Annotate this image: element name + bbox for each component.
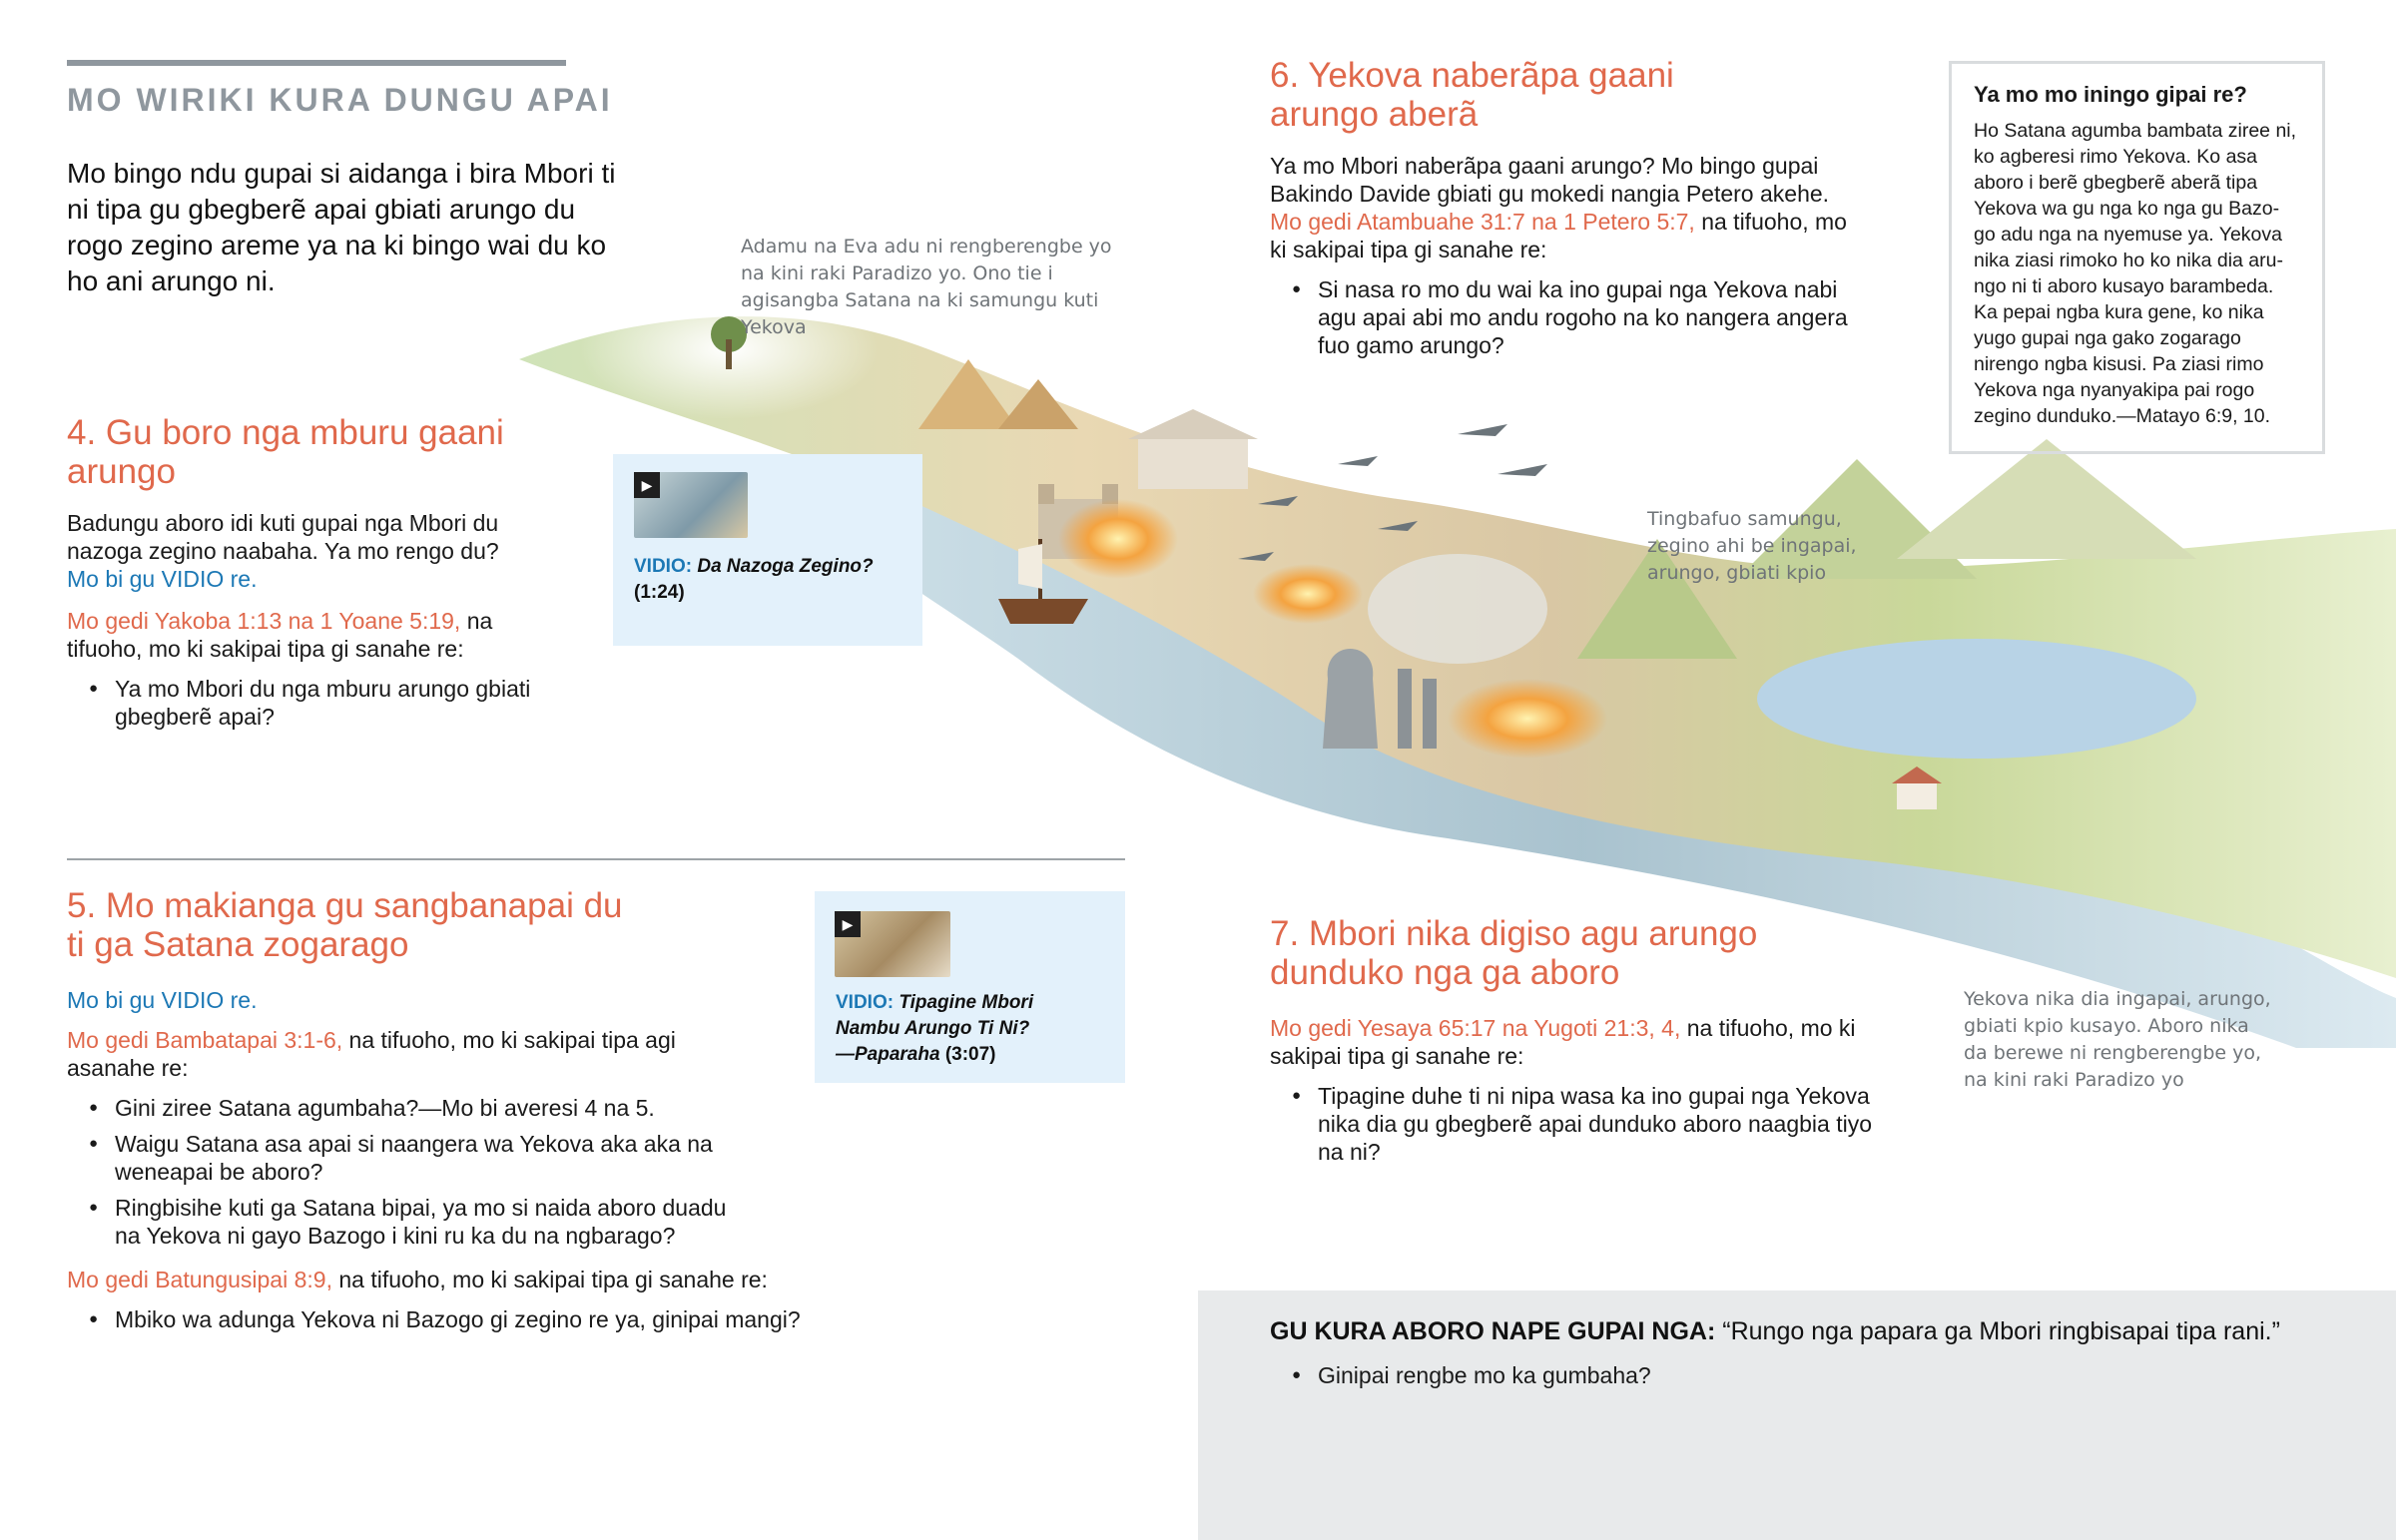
question-item: ● Tipagine duhe ti ni nipa wasa ka ino gupai nga Yekova nika dia gu gbegberẽ apai dunduko aboro naagbia tiyo na ni? (1318, 1082, 1879, 1166)
section-5-ref-tail-2: na tifuoho, mo ki sakipai tipa gi sanahe re: (331, 1267, 768, 1292)
section-6-body: Ya mo Mbori naberãpa gaani arungo? Mo bingo gupai Bakindo Davide gbiati gu mokedi nangia Petero akehe. (1270, 153, 1830, 207)
question-item: ● Mbiko wa adunga Yekova ni Bazogo gi zegino re ya, ginipai mangi? (115, 1305, 826, 1333)
section-4-scripture-ref[interactable]: Mo gedi Yakoba 1:13 na 1 Yoane 5:19, (67, 608, 461, 634)
video-title: —Paparaha (836, 1044, 940, 1065)
section-6-ref-tail: na tifuoho, mo ki sakipai tipa gi sanahe re: (1270, 209, 1847, 262)
section-6-questions (1270, 275, 1859, 359)
section-4-video-link[interactable]: Mo bi gu VIDIO re. (67, 566, 258, 592)
lesson-intro: Mo bingo ndu gupai si aidanga i bira Mbori ti ni tipa gu gbegberẽ apai gbiati arungo du rogo zegino areme ya na ki bingo wai du ko ho ani arungo ni. (67, 158, 616, 296)
sidebar-body: Ho Satana agumba bambata ziree ni, ko agberesi rimo Yekova. Ko asa aboro i berẽ gbegberẽ aberã tipa Yekova wa gu nga ko nga gu Bazo-go adu nga na nyemuse ya. Yekova nika ziasi rimoko ho ko nika dia aru-ngo ni ti aboro kusayo barambeda. Ka pepai ngba kura gene, ko nika yugo gupai nga gako zogarago nirengo ngba kisusi. Pa ziasi rimo Yekova nga nyanyakipa pai rogo zegino dunduko.—Matayo 6:9, 10. (1974, 120, 2297, 427)
video-label: VIDIO: (634, 556, 693, 577)
objection-label: GU KURA ABORO NAPE GUPAI NGA: (1270, 1317, 1716, 1345)
section-7-scripture-ref[interactable]: Mo gedi Yesaya 65:17 na Yugoti 21:3, 4, (1270, 1015, 1681, 1041)
section-7-title: 7. Mbori nika digiso agu arungo dunduko nga ga aboro (1270, 914, 1758, 992)
section-4-video-card[interactable] (613, 454, 922, 646)
video-duration: (3:07) (944, 1044, 996, 1065)
section-5-questions-2 (67, 1305, 826, 1333)
section-7 (1270, 914, 1879, 1174)
caption-world-now: Tingbafuo samungu, zegino ahi be ingapai, arungo, gbiati kpio (1647, 508, 1857, 584)
video-title: Nambu Arungo Ti Ni? (836, 1018, 1030, 1039)
section-5-scripture-ref-2[interactable]: Mo gedi Batungusipai 8:9, (67, 1267, 332, 1292)
video-label: VIDIO: (836, 992, 895, 1013)
question-item: ● Gini ziree Satana agumbaha?—Mo bi averesi 4 na 5. (115, 1094, 754, 1122)
section-5-questions-1 (67, 1094, 754, 1250)
objection-questions (1270, 1361, 1651, 1397)
section-7-ref-tail: na tifuoho, mo ki sakipai tipa gi sanahe re: (1270, 1015, 1856, 1069)
sidebar-box (1949, 61, 2325, 454)
lesson-kicker: MO WIRIKI KURA DUNGU APAI (67, 82, 613, 118)
question-item: ● Waigu Satana asa apai si naangera wa Yekova aka aka na weneapai be aboro? (115, 1130, 754, 1186)
section-5 (67, 886, 826, 1341)
section-7-questions (1270, 1082, 1879, 1166)
section-6-title: 6. Yekova naberãpa gaani arungo aberã (1270, 56, 1674, 134)
video-thumbnail[interactable] (634, 472, 748, 538)
question-item: ● Ginipai rengbe mo ka gumbaha? (1318, 1361, 1651, 1389)
section-4-title: 4. Gu boro nga mburu gaani arungo (67, 413, 504, 491)
video-caption (634, 554, 874, 606)
section-divider (67, 858, 1125, 860)
question-item: ● Ya mo Mbori du nga mburu arungo gbiati gbegberẽ apai? (115, 675, 536, 731)
section-4-questions (67, 675, 536, 731)
objection-quote: “Rungo nga papara ga Mbori ringbisapai tipa rani.” (1715, 1317, 2280, 1345)
section-5-scripture-ref-1[interactable]: Mo gedi Bambatapai 3:1-6, (67, 1027, 343, 1053)
section-6-scripture-ref[interactable]: Mo gedi Atambuahe 31:7 na 1 Petero 5:7, (1270, 209, 1695, 235)
video-duration: (1:24) (634, 582, 685, 603)
caption-paradise-past: Adamu na Eva adu ni rengberengbe yo na kini raki Paradizo yo. Ono tie i agisangba Satana na ki samungu kuti Yekova (741, 236, 1112, 338)
caption-paradise-future: Yekova nika dia ingapai, arungo, gbiati kpio kusayo. Aboro nika da berewe ni rengberengbe yo, na kini raki Paradizo yo (1964, 988, 2271, 1091)
video-caption (836, 990, 1033, 1068)
question-item: ● Si nasa ro mo du wai ka ino gupai nga Yekova nabi agu apai abi mo andu rogoho na ko nangera angera fuo gamo arungo? (1318, 275, 1859, 359)
section-5-title: 5. Mo makianga gu sangbanapai du ti ga Satana zogarago (67, 886, 623, 964)
video-thumbnail[interactable] (835, 911, 950, 977)
question-item: ● Ringbisihe kuti ga Satana bipai, ya mo si naida aboro duadu na Yekova ni gayo Bazogo i kini ru ka du na ngbarago? (115, 1194, 754, 1250)
section-4-body: Badungu aboro idi kuti gupai nga Mbori du nazoga zegino naabaha. Ya mo rengo du? (67, 510, 499, 564)
video-title: Da Nazoga Zegino? (697, 556, 874, 577)
section-5-video-card[interactable] (815, 891, 1125, 1083)
section-6 (1270, 56, 1859, 367)
section-5-ref-tail-1: na tifuoho, mo ki sakipai tipa agi asanahe re: (67, 1027, 676, 1081)
sidebar-title: Ya mo mo iningo gipai re? (1974, 82, 2247, 107)
section-4 (67, 413, 536, 739)
header-rule (67, 60, 566, 66)
play-icon[interactable]: ▶ (835, 911, 861, 937)
objection-heading (1270, 1315, 2280, 1347)
video-title: Tipagine Mbori (898, 992, 1034, 1013)
play-icon[interactable]: ▶ (634, 472, 660, 498)
section-5-video-link[interactable]: Mo bi gu VIDIO re. (67, 987, 258, 1013)
section-4-ref-tail: na tifuoho, mo ki sakipai tipa gi sanahe re: (67, 608, 493, 662)
